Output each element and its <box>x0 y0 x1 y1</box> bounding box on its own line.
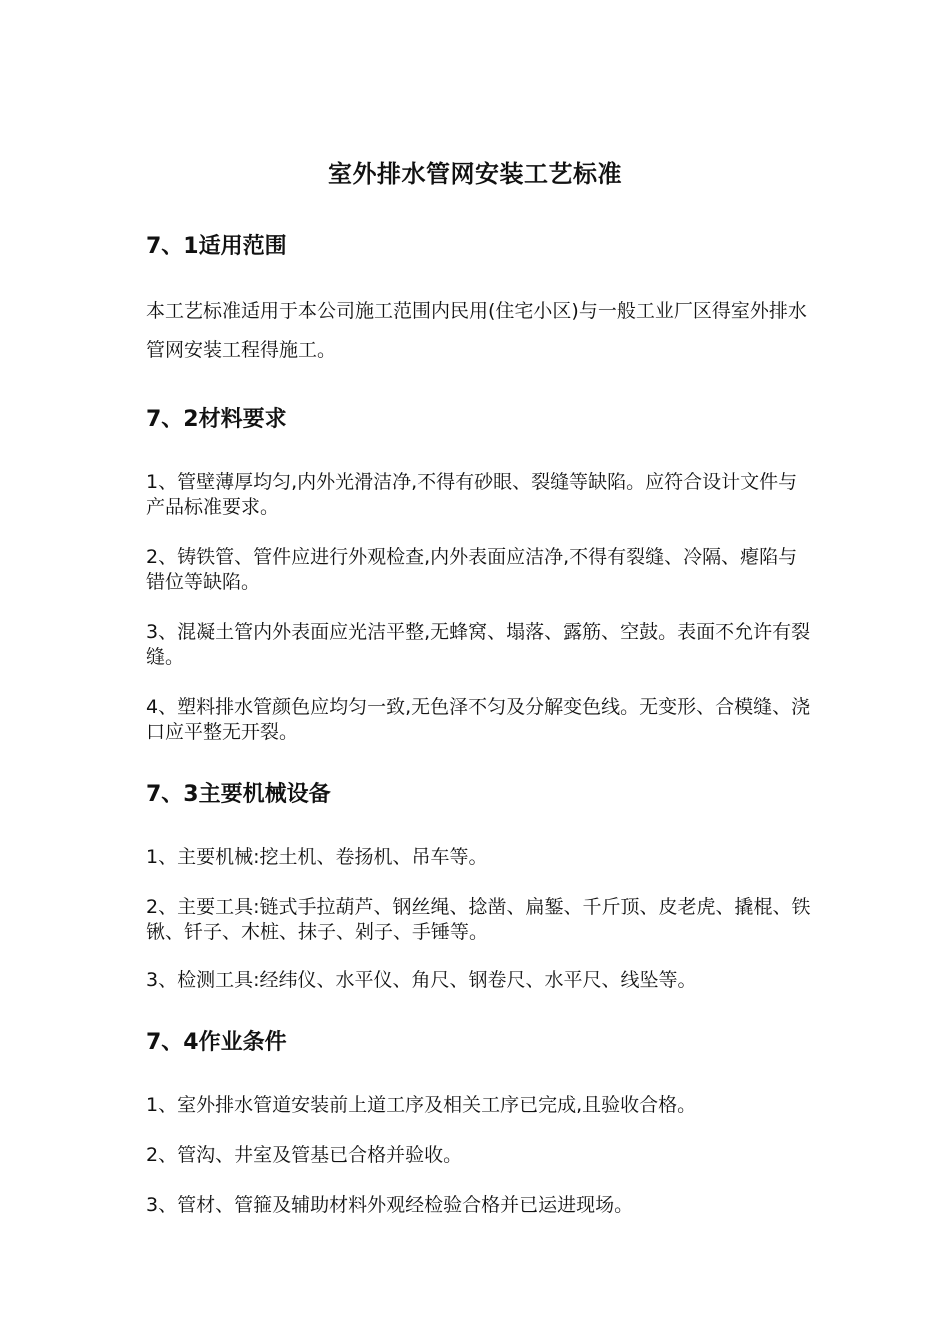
materials-item-3: 3、混凝土管内外表面应光洁平整,无蜂窝、塌落、露筋、空鼓。表面不允许有裂缝。 <box>146 621 811 668</box>
document-title: 室外排水管网安装工艺标准 <box>328 160 622 188</box>
materials-item-2: 2、铸铁管、管件应进行外观检查,内外表面应洁净,不得有裂缝、冷隔、瘪陷与错位等缺陷。 <box>146 546 798 593</box>
section-heading-scope: 7、1适用范围 <box>146 234 287 259</box>
section-heading-materials: 7、2材料要求 <box>146 407 287 432</box>
section-heading-conditions: 7、4作业条件 <box>146 1030 287 1055</box>
section-heading-equipment: 7、3主要机械设备 <box>146 782 331 807</box>
conditions-item-1: 1、室外排水管道安装前上道工序及相关工序已完成,且验收合格。 <box>146 1094 697 1116</box>
materials-item-1: 1、管壁薄厚均匀,内外光滑洁净,不得有砂眼、裂缝等缺陷。应符合设计文件与产品标准要求。 <box>146 471 798 518</box>
equipment-item-1: 1、主要机械:挖土机、卷扬机、吊车等。 <box>146 846 488 868</box>
conditions-item-2: 2、管沟、井室及管基已合格并验收。 <box>146 1144 463 1166</box>
materials-item-4: 4、塑料排水管颜色应均匀一致,无色泽不匀及分解变色线。无变形、合模缝、浇口应平整无开裂。 <box>146 696 811 743</box>
conditions-item-3: 3、管材、管箍及辅助材料外观经检验合格并已运进现场。 <box>146 1194 634 1216</box>
equipment-item-2: 2、主要工具:链式手拉葫芦、钢丝绳、捻凿、扁錾、千斤顶、皮老虎、撬棍、铁锹、钎子、木桩、抹子、剁子、手锤等。 <box>146 896 811 943</box>
equipment-item-3: 3、检测工具:经纬仪、水平仪、角尺、钢卷尺、水平尺、线坠等。 <box>146 969 697 991</box>
scope-paragraph: 本工艺标准适用于本公司施工范围内民用(住宅小区)与一般工业厂区得室外排水管网安装工程得施工。 <box>146 300 807 361</box>
